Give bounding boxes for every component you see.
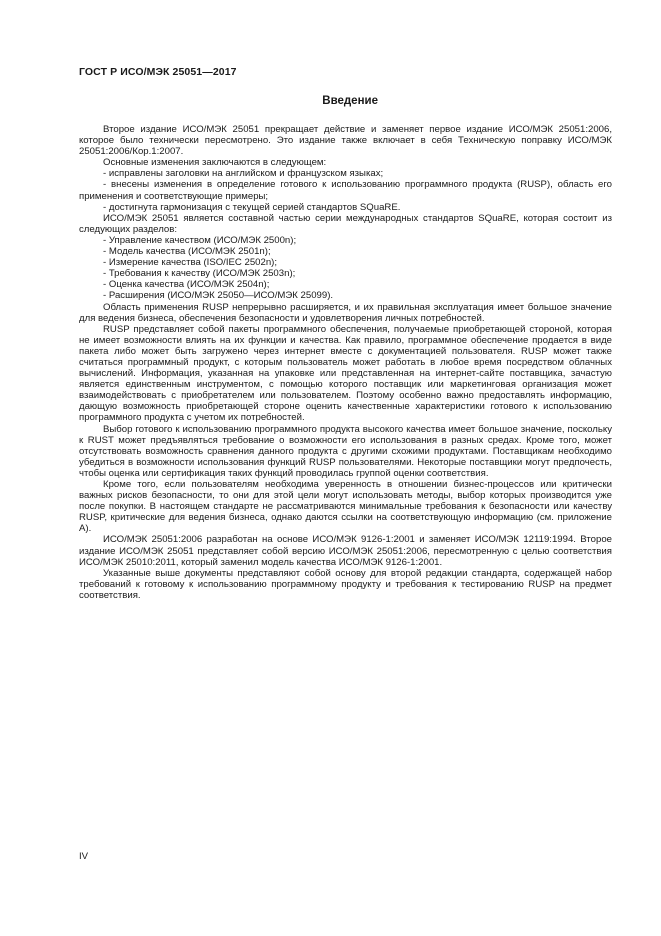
list-item: - внесены изменения в определение готового к использованию программного продукта (RUSP), область его применения и соответствующие примеры; [79,179,612,202]
list-item: - исправлены заголовки на английском и французском языках; [103,168,384,180]
section-title-text: Введение [322,95,378,107]
list-item: - Расширения (ИСО/МЭК 25050—ИСО/МЭК 25099). [103,290,334,302]
list-item: - Модель качества (ИСО/МЭК 2501n); [103,246,271,258]
paragraph: ИСО/МЭК 25051 является составной частью серии международных стандартов SQuaRE, которая состоит из следующих разделов: [79,212,612,235]
section-title [79,95,612,107]
body-text [79,124,612,601]
list-item: - Управление качеством (ИСО/МЭК 2500n); [103,234,297,246]
paragraph: RUSP представляет собой пакеты программного обеспечения, получаемые приобретающей стороной, которая не имеет возможности влиять на их функции и качества. Как правило, программное обеспечение продается в виде пакета либо может быть загружено через интернет вместе с документацией пользователя. RUSP может также считаться программный продукт, с которым пользователь может работать в любое время посредством облачных вычислений. Информация, указанная на упаковке или представленная на интернет-сайте поставщика, зачастую является единственным инструментом, с помощью которого поставщик или маркетинговая организация может взаимодействовать с приобретателем или пользователем. Поэтому особенно важно предоставлять информацию, дающую возможность приобретающей стороне оценить качественные характеристики готового к использованию программного продукта с учетом их потребностей. [79,323,612,424]
paragraph: Второе издание ИСО/МЭК 25051 прекращает действие и заменяет первое издание ИСО/МЭК 25051:2006, которое было технически пересмотрено. Это издание также включает в себя Техническую поправку ИСО/МЭК 25051:2006/Кор.1:2007. [79,124,612,158]
paragraph: ИСО/МЭК 25051:2006 разработан на основе ИСО/МЭК 9126-1:2001 и заменяет ИСО/МЭК 12119:1994. Второе издание ИСО/МЭК 25051 представляет собой версию ИСО/МЭК 25051:2006, пересмотренную с целью соответствия ИСО/МЭК 25010:2011, который заменил модель качества ИСО/МЭК 9126-1:2001. [79,534,612,568]
page-number: IV [79,851,89,862]
paragraph: Основные изменения заключаются в следующем: [103,157,327,169]
paragraph: Кроме того, если пользователям необходима уверенность в отношении бизнес-процессов или критически важных рисков безопасности, то они для этой цели могут использовать методы, выбор которых производится уже после покупки. В настоящем стандарте не рассматриваются минимальные требования к безопасности или качеству RUSP, критические для ведения бизнеса, однако даются ссылки на соответствующую информацию (см. приложение А). [79,479,612,535]
list-item: - Требования к качеству (ИСО/МЭК 2503n); [103,268,296,280]
paragraph: Указанные выше документы представляют собой основу для второй редакции стандарта, содержащей набор требований к готовому к использованию программному продукту и требования к тестированию RUSP на предмет соответствия. [79,567,612,601]
list-item: - Оценка качества (ИСО/МЭК 2504n); [103,279,270,291]
paragraph: Выбор готового к использованию программного продукта высокого качества имеет большое значение, поскольку к RUST может предъявляться требование о возможности его использования в разных средах. Кроме того, может отсутствовать возможность сравнения данного продукта с другими схожими продуктами. Поставщикам необходимо убедиться в возможности использования функций RUSP пользователями. Некоторые поставщики могут предпочесть, чтобы оценка или сертификация таких функций проводилась группой оценки соответствия. [79,423,612,479]
paragraph: Область применения RUSP непрерывно расширяется, и их правильная эксплуатация имеет большое значение для ведения бизнеса, обеспечения безопасности и удовлетворения личных потребностей. [79,301,612,324]
list-item: - достигнута гармонизация с текущей серией стандартов SQuaRE. [103,201,401,213]
running-header: ГОСТ Р ИСО/МЭК 25051—2017 [79,66,237,78]
list-item: - Измерение качества (ISO/IEC 2502n); [103,257,278,269]
